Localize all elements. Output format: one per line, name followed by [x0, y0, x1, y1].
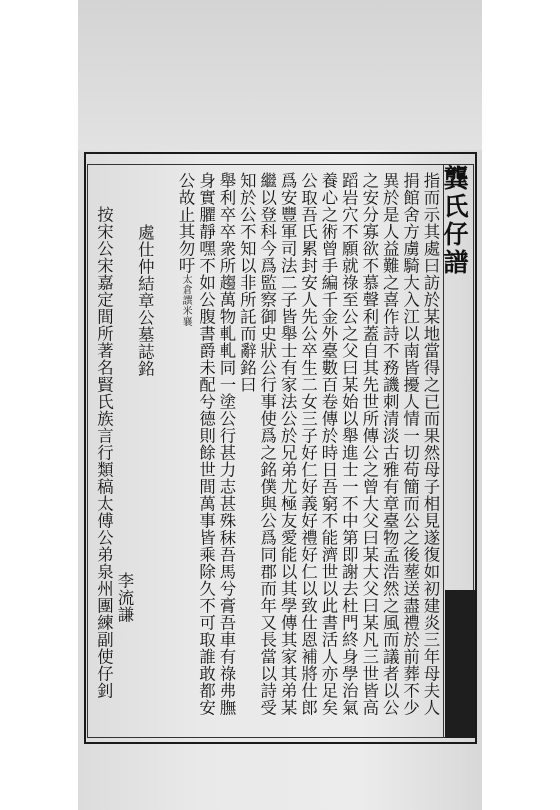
blank-page-top [78, 0, 482, 150]
fold-dark-block [445, 590, 475, 738]
text-column-12: 身實臞靜嘿不如公腹書爵未配兮德則餘世間萬事皆乘除久不可取誰敢都安 [196, 172, 216, 716]
text-column-10: 知於公不知以非所託而辭銘曰 [237, 172, 257, 393]
text-column-5: 蹈岩穴不願就祿至公之父曰某始以舉進士一不中第即謝去杜門終身學治氣 [339, 172, 359, 716]
text-column-1: 指而示其處曰訪於某地當得之已而果然母子相見遂復如初建炎三年母夫人 [421, 172, 440, 716]
text-column-3: 異於是人益難之喜作詩不務譏刺清淡古雅有章臺物孟浩然之風而議者以公 [380, 172, 400, 716]
page-heading: 龔氏仔譜 [440, 165, 469, 277]
epitaph-title: 處仕仲結章公墓誌銘 [135, 224, 155, 377]
text-column-9: 繼以登科今爲監察御史狀公行事使爲之銘僕與公爲同郡而年又長當以詩受 [257, 172, 277, 716]
text-body [94, 172, 441, 732]
author-name: 李流謙 [114, 572, 134, 623]
text-column-13-main: 公故止其勿吁 [176, 172, 196, 274]
text-column-2: 捐館舍方虜騎大入江以南皆擾人情一切苟簡而公之後塟送盡禮於前葬不少 [400, 172, 420, 716]
text-column-7: 公取吾氏累封安人先公卒生二女三子好仁好義好禮好仁以致仕恩補將仕郎 [298, 172, 318, 716]
text-column-13 [176, 172, 196, 732]
text-column-last: 按宋公宋嘉定間所著名賢氏族言行類稿太傅公弟泉州團練副使仔釗 [94, 206, 114, 699]
spacer-column [155, 172, 175, 732]
text-column-8: 爲安豐軍司法二子皆舉士有家法公於兄弟尤極友愛能以其學傳其家其弟某 [278, 172, 298, 716]
text-column-6: 養心之術曾手編千金外臺數百卷傳於時日吾窮不能濟世以此書活人亦足矣 [318, 172, 338, 716]
text-column-4: 之安分寡欲不慕聲利蓋自其先世所傳公之曾大父曰某大父曰某凡三世皆高 [359, 172, 379, 716]
text-column-11: 舉利卒卒衆所趨萬物軋軋同一塗公行甚力志甚殊秣吾馬兮膏吾車有祿弗膴 [216, 172, 236, 716]
inline-note: 太倉譔米襄 [180, 274, 192, 327]
